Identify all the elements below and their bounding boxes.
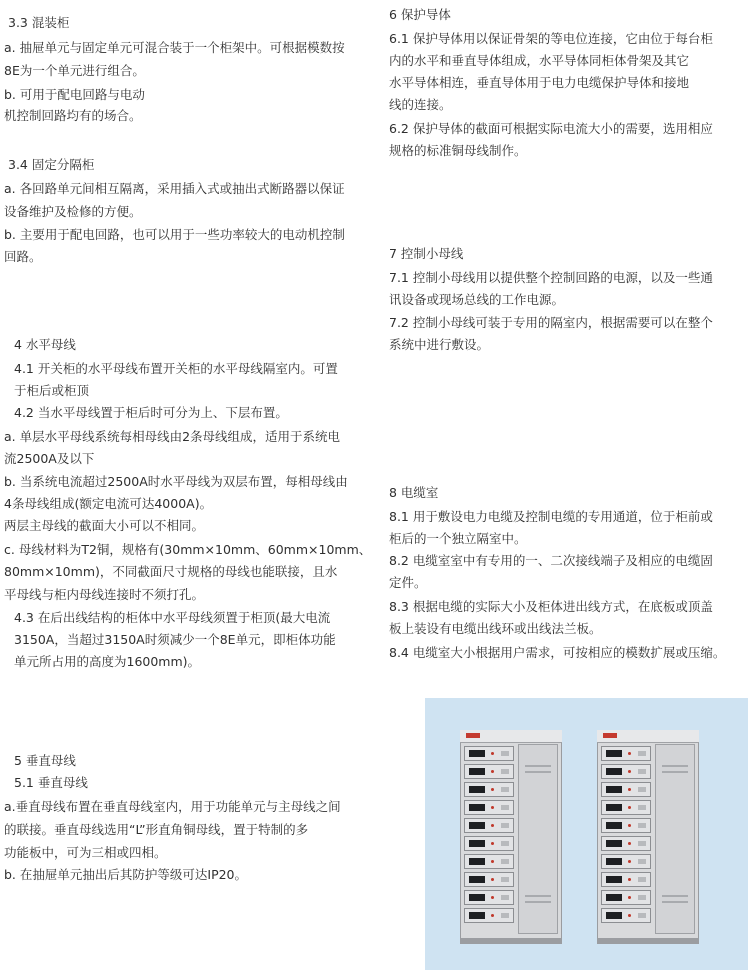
text-line: 定件。 (389, 575, 427, 590)
switchgear-cabinet (597, 730, 699, 944)
text-line: 4.1 开关柜的水平母线布置开关柜的水平母线隔室内。可置 (14, 361, 338, 376)
text-line: 的联接。垂直母线选用“L”形直角铜母线，置于特制的多 (4, 822, 309, 837)
text-line: 8.3 根据电缆的实际大小及柜体进出线方式，在底板或顶盖 (389, 599, 713, 614)
text-line: a. 单层水平母线系统每相母线由2条母线组成，适用于系统电 (4, 429, 341, 444)
text-line: 设备维护及检修的方便。 (4, 204, 142, 219)
text-line: 8.4 电缆室大小根据用户需求，可按相应的模数扩展或压缩。 (389, 645, 726, 660)
text-line: 功能板中，可为三相或四相。 (4, 845, 167, 860)
text-line: 内的水平和垂直导体组成，水平导体同柜体骨架及其它 (389, 53, 690, 68)
text-line: a.垂直母线布置在垂直母线室内，用于功能单元与主母线之间 (4, 799, 341, 814)
text-line: 6.2 保护导体的截面可根据实际电流大小的需要，选用相应 (389, 121, 713, 136)
subsection-heading: 5.1 垂直母线 (14, 775, 88, 790)
switchgear-cabinet (460, 730, 562, 944)
text-line: b. 可用于配电回路与电动 (4, 87, 145, 102)
text-line: 8.1 用于敷设电力电缆及控制电缆的专用通道，位于柜前或 (389, 509, 713, 524)
section-heading: 4 水平母线 (14, 337, 76, 352)
section-heading: 5 垂直母线 (14, 753, 76, 768)
text-line: 平母线与柜内母线连接时不须打孔。 (4, 587, 205, 602)
text-line: 系统中进行敷设。 (389, 337, 490, 352)
text-line: 板上装设有电缆出线环或出线法兰板。 (389, 621, 602, 636)
text-line: 4条母线组成(额定电流可达4000A)。 (4, 496, 213, 511)
text-line: 两层主母线的截面大小可以不相同。 (4, 518, 205, 533)
text-line: 于柜后或柜顶 (14, 383, 90, 398)
text-line: 柜后的一个独立隔室中。 (389, 531, 527, 546)
text-line: c. 母线材料为T2铜，规格有(30mm×10mm、60mm×10mm、 (4, 542, 372, 557)
text-line: a. 各回路单元间相互隔离，采用插入式或抽出式断路器以保证 (4, 181, 345, 196)
text-line: 4.3 在后出线结构的柜体中水平母线须置于柜顶(最大电流 (14, 610, 331, 625)
section-heading: 3.4 固定分隔柜 (8, 157, 95, 172)
text-line: 8E为一个单元进行组合。 (4, 63, 145, 78)
text-line: 流2500A及以下 (4, 451, 95, 466)
text-line: 回路。 (4, 249, 42, 264)
section-heading: 7 控制小母线 (389, 246, 464, 261)
section-heading: 3.3 混装柜 (8, 15, 70, 30)
text-line: 水平导体相连，垂直导体用于电力电缆保护导体和接地 (389, 75, 690, 90)
text-line: 讯设备或现场总线的工作电源。 (389, 292, 565, 307)
text-line: b. 主要用于配电回路，也可以用于一些功率较大的电动机控制 (4, 227, 345, 242)
text-line: 单元所占用的高度为1600mm)。 (14, 654, 201, 669)
text-line: 机控制回路均有的场合。 (4, 108, 142, 123)
section-heading: 6 保护导体 (389, 7, 451, 22)
text-line: 线的连接。 (389, 97, 452, 112)
text-line: 7.2 控制小母线可装于专用的隔室内，根据需要可以在整个 (389, 315, 713, 330)
text-line: 8.2 电缆室室中有专用的一、二次接线端子及相应的电缆固 (389, 553, 713, 568)
text-line: 4.2 当水平母线置于柜后时可分为上、下层布置。 (14, 405, 288, 420)
text-line: b. 在抽屉单元抽出后其防护等级可达IP20。 (4, 867, 248, 882)
text-line: a. 抽屉单元与固定单元可混合装于一个柜架中。可根据模数按 (4, 40, 345, 55)
section-heading: 8 电缆室 (389, 485, 439, 500)
text-line: 6.1 保护导体用以保证骨架的等电位连接，它由位于每台柜 (389, 31, 713, 46)
text-line: 80mm×10mm)，不同截面尺寸规格的母线也能联接，且水 (4, 564, 338, 579)
text-line: b. 当系统电流超过2500A时水平母线为双层布置，每相母线由 (4, 474, 348, 489)
text-line: 规格的标准铜母线制作。 (389, 143, 527, 158)
switchgear-cabinet-photo (425, 698, 748, 970)
text-line: 3150A，当超过3150A时须减少一个8E单元，即柜体功能 (14, 632, 336, 647)
text-line: 7.1 控制小母线用以提供整个控制回路的电源，以及一些通 (389, 270, 713, 285)
